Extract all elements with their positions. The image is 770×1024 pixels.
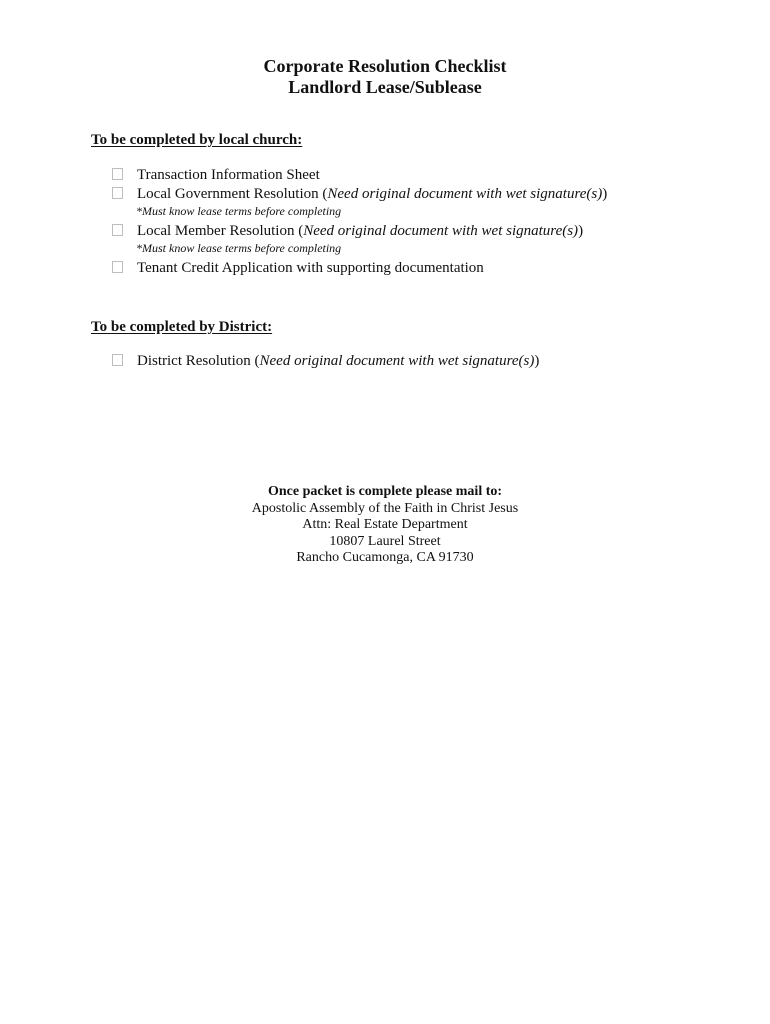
district-checklist [112, 352, 732, 371]
document-title [0, 56, 770, 98]
checklist-item-tenant-credit-application [112, 259, 732, 278]
checkbox-icon[interactable] [112, 224, 123, 236]
checklist-item-label: Tenant Credit Application with supporting documentation [137, 260, 484, 276]
local-church-heading: To be completed by local church: [91, 132, 303, 148]
lease-terms-note: *Must know lease terms before completing [136, 204, 342, 218]
checklist-item-district-resolution [112, 352, 732, 371]
checkbox-icon[interactable] [112, 261, 123, 273]
title-line-2: Landlord Lease/Sublease [288, 77, 482, 97]
lease-terms-note: *Must know lease terms before completing [136, 241, 342, 255]
mailing-street: 10807 Laurel Street [329, 533, 441, 549]
mailing-address-block [0, 484, 770, 567]
checklist-item-transaction-sheet [112, 166, 732, 185]
district-heading: To be completed by District: [91, 319, 273, 335]
requirement-note: Need original document with wet signature(s) [327, 186, 603, 202]
mailing-organization: Apostolic Assembly of the Faith in Christ Jesus [251, 500, 519, 516]
local-church-checklist [112, 166, 732, 278]
checkbox-icon[interactable] [112, 168, 123, 180]
mailing-city: Rancho Cucamonga, CA 91730 [296, 550, 474, 565]
mailing-heading: Once packet is complete please mail to: [267, 484, 503, 499]
mailing-attention: Attn: Real Estate Department [302, 517, 468, 532]
checkbox-icon[interactable] [112, 354, 123, 366]
checkbox-icon[interactable] [112, 187, 123, 199]
checklist-item-label: Transaction Information Sheet [137, 167, 320, 183]
checklist-item-label: District Resolution (Need original document with wet signature(s)) [137, 353, 540, 369]
checklist-item-label: Local Member Resolution (Need original document with wet signature(s)) [137, 223, 584, 239]
checklist-item-government-resolution [112, 185, 732, 204]
title-line-1: Corporate Resolution Checklist [263, 56, 507, 76]
checklist-item-label: Local Government Resolution (Need original document with wet signature(s)) [137, 186, 608, 202]
checklist-item-member-resolution [112, 222, 732, 241]
requirement-note: Need original document with wet signature(s) [303, 223, 579, 239]
requirement-note: Need original document with wet signature(s) [259, 353, 535, 369]
